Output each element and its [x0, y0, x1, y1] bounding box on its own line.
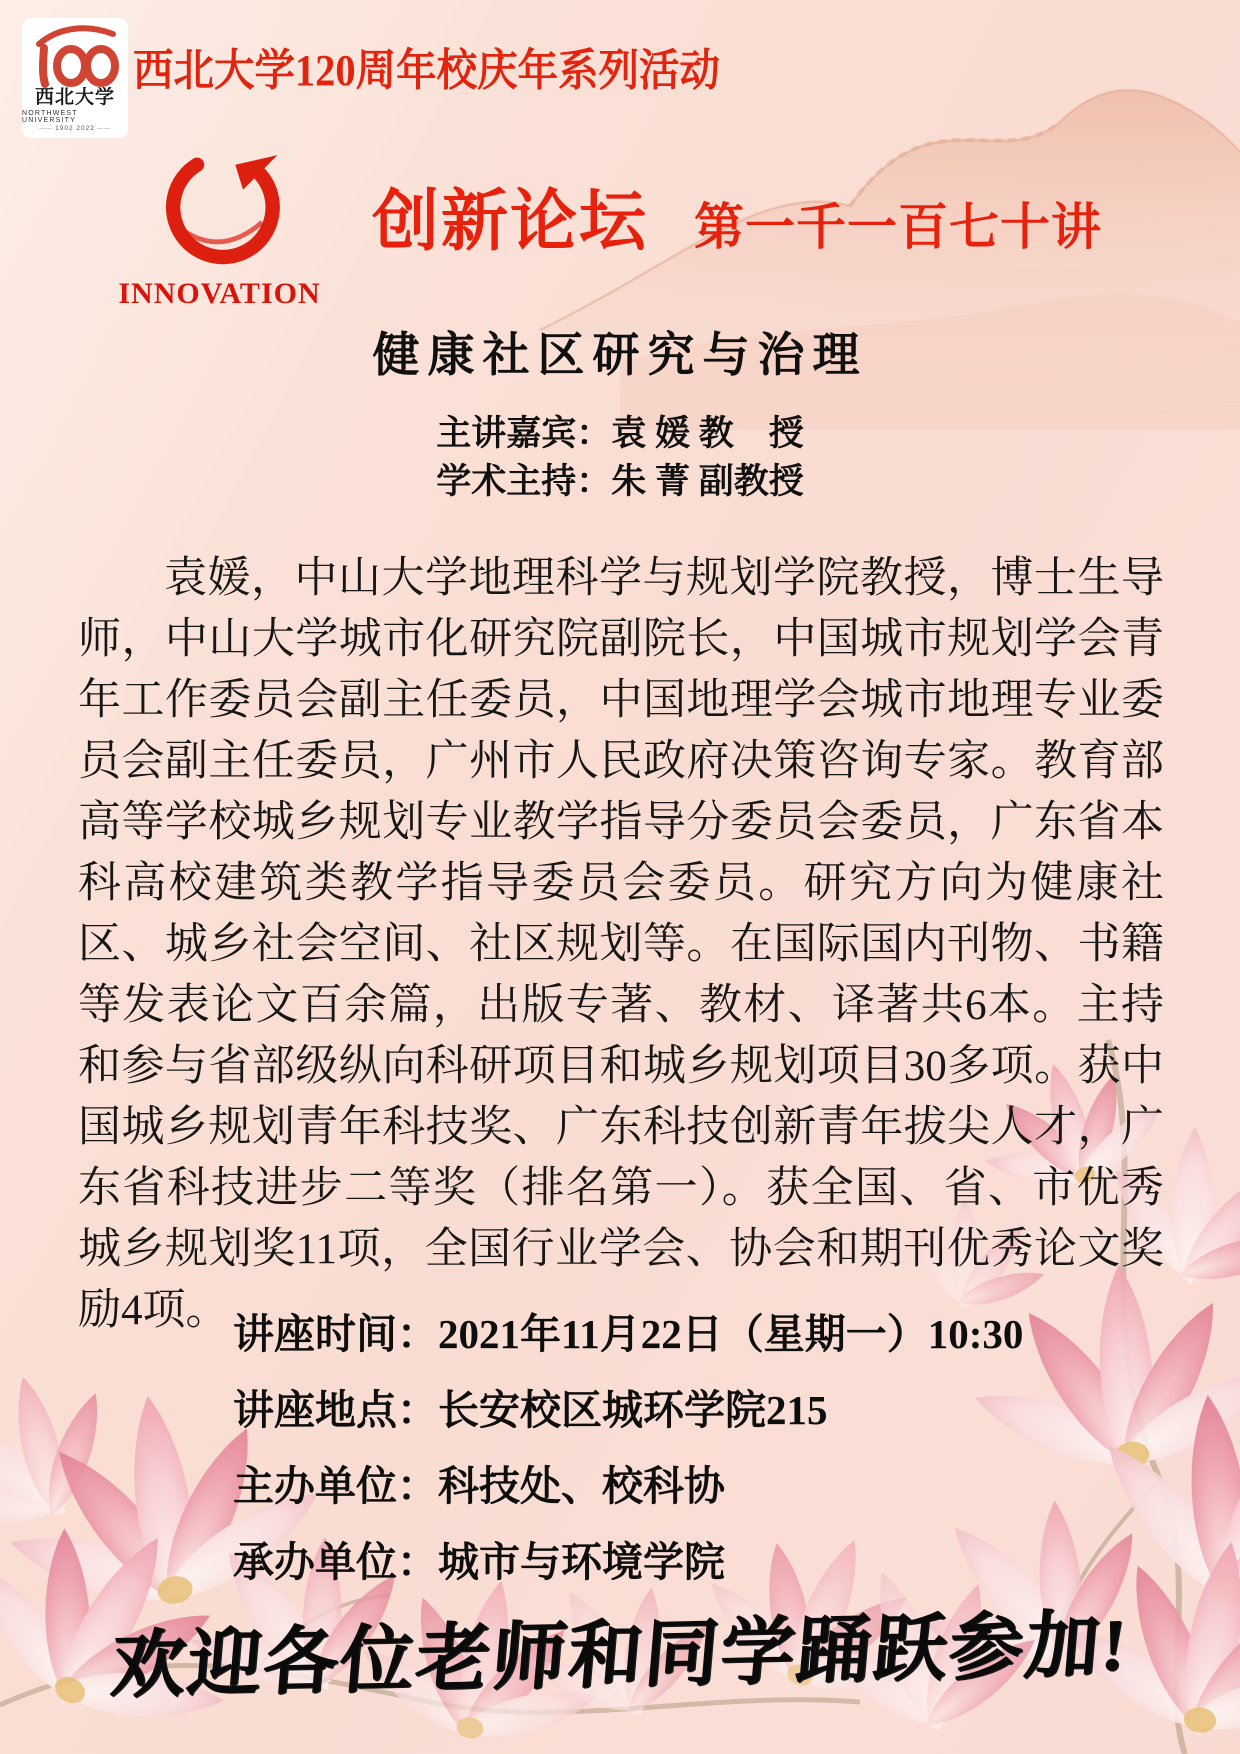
speaker-label: 主讲嘉宾：	[436, 414, 612, 453]
detail-organizer-label: 主办单位：	[233, 1463, 438, 1509]
detail-time-label: 讲座时间：	[233, 1311, 438, 1357]
logo-anniversary-years: —— 1902 2022 ——	[37, 125, 113, 132]
detail-location-label: 讲座地点：	[233, 1387, 438, 1433]
detail-time	[233, 1296, 1023, 1372]
host-line	[0, 454, 1240, 504]
detail-undertaker	[233, 1524, 1023, 1600]
speaker-line	[0, 406, 1240, 456]
event-details	[233, 1296, 1023, 1600]
forum-name: 创新论坛	[372, 184, 648, 259]
logo-university-name-cn: 西北大学	[34, 87, 115, 108]
lecture-title: 健康社区研究与治理	[372, 330, 868, 382]
host-name: 朱 菁 副教授	[611, 462, 804, 501]
welcome-message: 欢迎各位老师和同学踊跃参加!	[107, 1604, 1132, 1708]
logo-100-mark	[29, 22, 121, 88]
forum-heading	[372, 168, 1102, 264]
detail-organizer	[233, 1448, 1023, 1524]
detail-time-value: 2021年11月22日（星期一）10:30	[438, 1311, 1024, 1357]
detail-location	[233, 1372, 1023, 1448]
host-label: 学术主持：	[436, 462, 612, 501]
innovation-label: INNOVATION	[118, 277, 321, 310]
detail-location-value: 长安校区城环学院215	[438, 1387, 828, 1433]
detail-organizer-value: 科技处、校科协	[438, 1463, 725, 1509]
innovation-logo	[112, 136, 327, 311]
series-title: 西北大学120周年校庆年系列活动	[133, 46, 720, 95]
forum-lecture-number: 第一千一百七十讲	[694, 199, 1102, 255]
speaker-biography: 袁媛，中山大学地理科学与规划学院教授，博士生导师，中山大学城市化研究院副院长，中国城市规划学会青年工作委员会副主任委员，中国地理学会城市地理专业委员会副主任委员，广州市人民政府决策咨询专家。教育部高等学校城乡规划专业教学指导分委员会委员，广东省本科高校建筑类教学指导委员会委员。研究方向为健康社区、城乡社会空间、社区规划等。在国际国内刊物、书籍等发表论文百余篇，出版专著、教材、译著共6本。主持和参与省部级纵向科研项目和城乡规划项目30多项。获中国城乡规划青年科技奖、广东科技创新青年拔尖人才，广东省科技进步二等奖（排名第一）。获全国、省、市优秀城乡规划奖11项，全国行业学会、协会和期刊优秀论文奖励4项。	[78, 555, 1164, 1334]
detail-undertaker-label: 承办单位：	[233, 1539, 438, 1585]
university-anniversary-logo	[22, 18, 128, 138]
detail-undertaker-value: 城市与环境学院	[438, 1539, 725, 1585]
innovation-enso-arrow-icon	[153, 136, 287, 270]
logo-university-name-en: NORTHWEST UNIVERSITY	[22, 110, 78, 124]
speaker-name: 袁 媛 教 授	[611, 414, 804, 453]
